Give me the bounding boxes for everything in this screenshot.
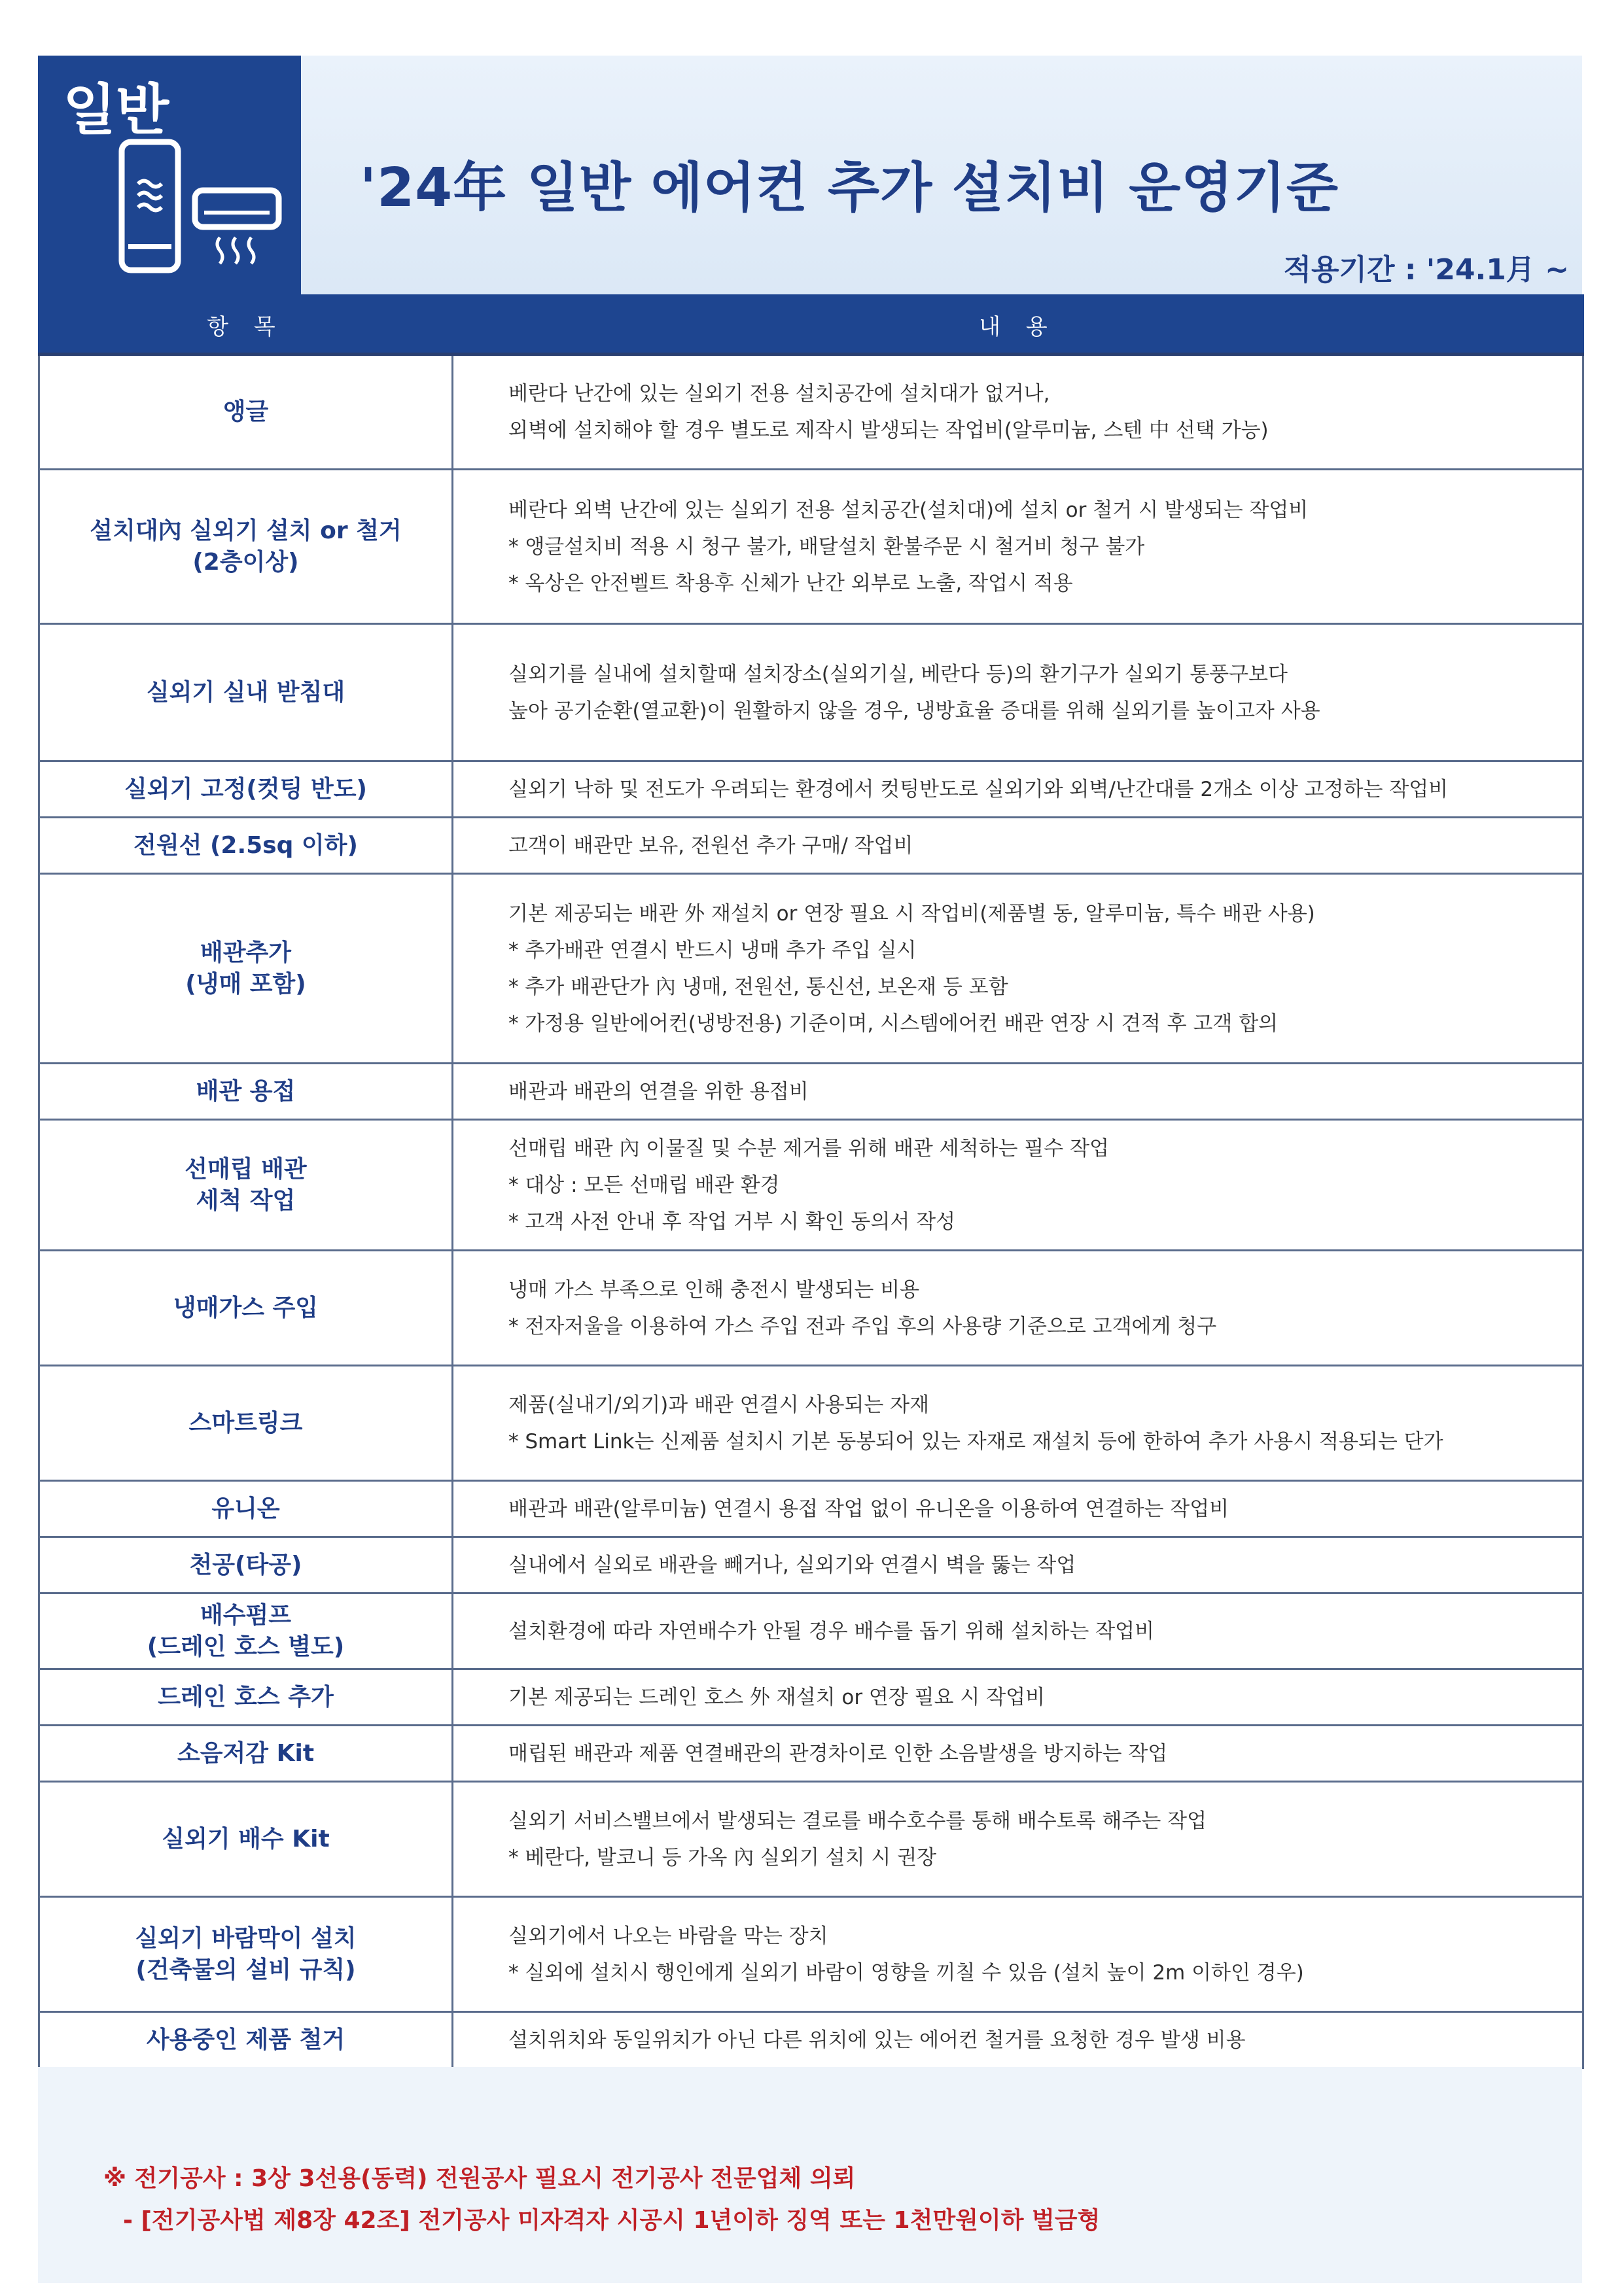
item-description-cell (453, 761, 1583, 818)
description-line: * 추가배관 연결시 반드시 냉매 추가 주입 실시 (508, 938, 917, 962)
description-line: * 고객 사전 안내 후 작업 거부 시 확인 동의서 작성 (508, 1209, 956, 1234)
table-row (39, 1251, 1583, 1366)
description-line: * 베란다, 발코니 등 가옥 內 실외기 설치 시 권장 (508, 1845, 937, 1870)
notes-section (38, 2067, 1582, 2283)
table-row (39, 1366, 1583, 1481)
description-line: 높아 공기순환(열교환)이 원활하지 않을 경우, 냉방효율 증대를 위해 실외기를 높이고자 사용 (508, 699, 1320, 723)
item-description-cell (453, 874, 1583, 1064)
item-name-line: (2층이상) (192, 548, 299, 576)
page-title: '24年 일반 에어컨 추가 설치비 운영기준 (360, 157, 1339, 219)
item-name-cell (39, 1120, 453, 1251)
item-name-line: 냉매가스 주입 (173, 1294, 319, 1321)
table-row (39, 1726, 1583, 1782)
item-description-cell (453, 1593, 1583, 1669)
description-line: * Smart Link는 신제품 설치시 기본 동봉되어 있는 자재로 재설치 등에 한하여 추가 사용시 적용되는 단가 (508, 1429, 1443, 1453)
description-line: 실외기 서비스밸브에서 발생되는 결로를 배수호수를 통해 배수토록 해주는 작업 (508, 1809, 1207, 1833)
description-line: 실외기를 실내에 설치할때 설치장소(실외기실, 베란다 등)의 환기구가 실외기 통풍구보다 (508, 662, 1288, 686)
table-row (39, 1064, 1583, 1120)
column-header-item: 항 목 (39, 296, 453, 355)
description-line: * 대상 : 모든 선매립 배관 환경 (508, 1173, 780, 1197)
description-line: 제품(실내기/외기)과 배관 연결시 사용되는 자재 (508, 1393, 930, 1417)
table-row (39, 874, 1583, 1064)
item-name-cell (39, 874, 453, 1064)
description-line: * 가정용 일반에어컨(냉방전용) 기준이며, 시스템에어컨 배관 연장 시 견적 후 고객 합의 (508, 1011, 1279, 1035)
table-row (39, 470, 1583, 624)
item-description-cell (453, 1537, 1583, 1593)
description-line: 실외기 낙하 및 전도가 우려되는 환경에서 컷팅반도로 실외기와 외벽/난간대를 2개소 이상 고정하는 작업비 (508, 777, 1449, 801)
note-electrical-work: ※ 전기공사 : 3상 3선용(동력) 전원공사 필요시 전기공사 전문업체 의뢰 (103, 2165, 856, 2192)
description-line: 배관과 배관의 연결을 위한 용접비 (508, 1079, 809, 1104)
item-name-line: (냉매 포함) (185, 970, 306, 998)
description-line: 기본 제공되는 드레인 호스 外 재설치 or 연장 필요 시 작업비 (508, 1685, 1046, 1709)
item-description-cell (453, 355, 1583, 470)
item-name-cell (39, 1669, 453, 1726)
table-row (39, 1593, 1583, 1669)
item-name-line: 전원선 (2.5sq 이하) (133, 831, 358, 859)
table-row (39, 818, 1583, 874)
item-name-cell (39, 355, 453, 470)
item-name-cell (39, 1481, 453, 1537)
table-row (39, 1782, 1583, 1897)
item-name-cell (39, 818, 453, 874)
item-description-cell (453, 1366, 1583, 1481)
fee-table (38, 294, 1584, 2069)
category-badge (38, 56, 301, 294)
table-row (39, 1537, 1583, 1593)
item-description-cell (453, 1120, 1583, 1251)
description-line: 기본 제공되는 배관 外 재설치 or 연장 필요 시 작업비(제품별 동, 알루미늄, 특수 배관 사용) (508, 901, 1315, 926)
item-name-line: 유니온 (211, 1495, 280, 1522)
description-line: * 전자저울을 이용하여 가스 주입 전과 주입 후의 사용량 기준으로 고객에게 청구 (508, 1314, 1217, 1338)
description-line: 실내에서 실외로 배관을 빼거나, 실외기와 연결시 벽을 뚫는 작업 (508, 1553, 1076, 1577)
column-header-desc: 내 용 (453, 296, 1583, 355)
air-conditioner-icon (115, 138, 285, 282)
item-name-cell (39, 1782, 453, 1897)
item-name-line: 소음저감 Kit (177, 1739, 315, 1767)
item-description-cell (453, 1669, 1583, 1726)
description-line: 냉매 가스 부족으로 인해 충전시 발생되는 비용 (508, 1278, 920, 1302)
item-name-line: 앵글 (222, 398, 269, 425)
item-name-cell (39, 1366, 453, 1481)
table-row (39, 1669, 1583, 1726)
item-description-cell (453, 1726, 1583, 1782)
item-name-line: 사용중인 제품 철거 (146, 2026, 345, 2053)
item-description-cell (453, 2012, 1583, 2068)
item-description-cell (453, 1481, 1583, 1537)
item-name-line: 선매립 배관 (185, 1155, 307, 1183)
item-description-cell (453, 818, 1583, 874)
description-line: 설치위치와 동일위치가 아닌 다른 위치에 있는 에어컨 철거를 요청한 경우 발생 비용 (508, 2028, 1246, 2052)
table-row (39, 1120, 1583, 1251)
table-row (39, 1481, 1583, 1537)
table-row (39, 624, 1583, 761)
item-name-line: 배수펌프 (200, 1601, 292, 1629)
item-name-line: 배관 용접 (196, 1077, 296, 1105)
description-line: 외벽에 설치해야 할 경우 별도로 제작시 발생되는 작업비(알루미늄, 스텐 中 선택 가능) (508, 419, 1269, 442)
description-line: * 추가 배관단가 內 냉매, 전원선, 통신선, 보온재 등 포함 (508, 975, 1008, 999)
item-description-cell (453, 1782, 1583, 1897)
description-line: 배관과 배관(알루미늄) 연결시 용접 작업 없이 유니온을 이용하여 연결하는 작업비 (508, 1497, 1229, 1521)
description-line: * 앵글설치비 적용 시 청구 불가, 배달설치 환불주문 시 철거비 청구 불가 (508, 534, 1145, 559)
item-name-cell (39, 1593, 453, 1669)
item-description-cell (453, 1064, 1583, 1120)
item-name-line: 실외기 고정(컷팅 반도) (124, 775, 367, 803)
item-name-cell (39, 1251, 453, 1366)
item-name-cell (39, 470, 453, 624)
table-row (39, 761, 1583, 818)
item-name-line: 드레인 호스 추가 (158, 1683, 334, 1711)
item-name-cell (39, 1726, 453, 1782)
item-name-line: 세척 작업 (196, 1187, 296, 1214)
description-line: 매립된 배관과 제품 연결배관의 관경차이로 인한 소음발생을 방지하는 작업 (508, 1741, 1168, 1765)
item-name-line: 천공(타공) (189, 1551, 302, 1578)
apply-period: 적용기간 : '24.1月 ~ (1283, 253, 1569, 287)
item-description-cell (453, 1897, 1583, 2012)
item-name-cell (39, 624, 453, 761)
table-row (39, 355, 1583, 470)
item-name-line: 실외기 배수 Kit (162, 1825, 330, 1852)
note-legal-penalty: - [전기공사법 제8장 42조] 전기공사 미자격자 시공시 1년이하 징역 또는 1천만원이하 벌금형 (123, 2207, 1101, 2234)
item-name-line: (드레인 호스 별도) (147, 1633, 345, 1660)
description-line: * 옥상은 안전벨트 착용후 신체가 난간 외부로 노출, 작업시 적용 (508, 571, 1073, 595)
item-name-line: 스마트링크 (188, 1409, 303, 1436)
item-name-cell (39, 1897, 453, 2012)
item-name-line: (건축물의 설비 규칙) (135, 1956, 356, 1983)
item-name-line: 실외기 바람막이 설치 (135, 1924, 357, 1952)
description-line: 베란다 난간에 있는 실외기 전용 설치공간에 설치대가 없거나, (508, 382, 1050, 406)
item-name-cell (39, 2012, 453, 2068)
description-line: 실외기에서 나오는 바람을 막는 장치 (508, 1924, 828, 1948)
item-description-cell (453, 470, 1583, 624)
item-name-cell (39, 1537, 453, 1593)
table-row (39, 1897, 1583, 2012)
description-line: 고객이 배관만 보유, 전원선 추가 구매/ 작업비 (508, 833, 913, 858)
item-name-cell (39, 1064, 453, 1120)
table-header-row (39, 296, 1583, 355)
item-name-line: 설치대內 실외기 설치 or 철거 (90, 517, 402, 544)
item-name-line: 배관추가 (200, 939, 292, 966)
description-line: * 실외에 설치시 행인에게 실외기 바람이 영향을 끼칠 수 있음 (설치 높이 2m 이하인 경우) (508, 1960, 1304, 1985)
item-description-cell (453, 624, 1583, 761)
description-line: 베란다 외벽 난간에 있는 실외기 전용 설치공간(설치대)에 설치 or 철거 시 발생되는 작업비 (508, 498, 1309, 522)
item-name-cell (39, 761, 453, 818)
badge-label: 일반 (63, 78, 169, 142)
description-line: 선매립 배관 內 이물질 및 수분 제거를 위해 배관 세척하는 필수 작업 (508, 1136, 1109, 1160)
item-description-cell (453, 1251, 1583, 1366)
item-name-line: 실외기 실내 받침대 (146, 678, 345, 706)
description-line: 설치환경에 따라 자연배수가 안될 경우 배수를 돕기 위해 설치하는 작업비 (508, 1619, 1155, 1643)
table-row (39, 2012, 1583, 2068)
